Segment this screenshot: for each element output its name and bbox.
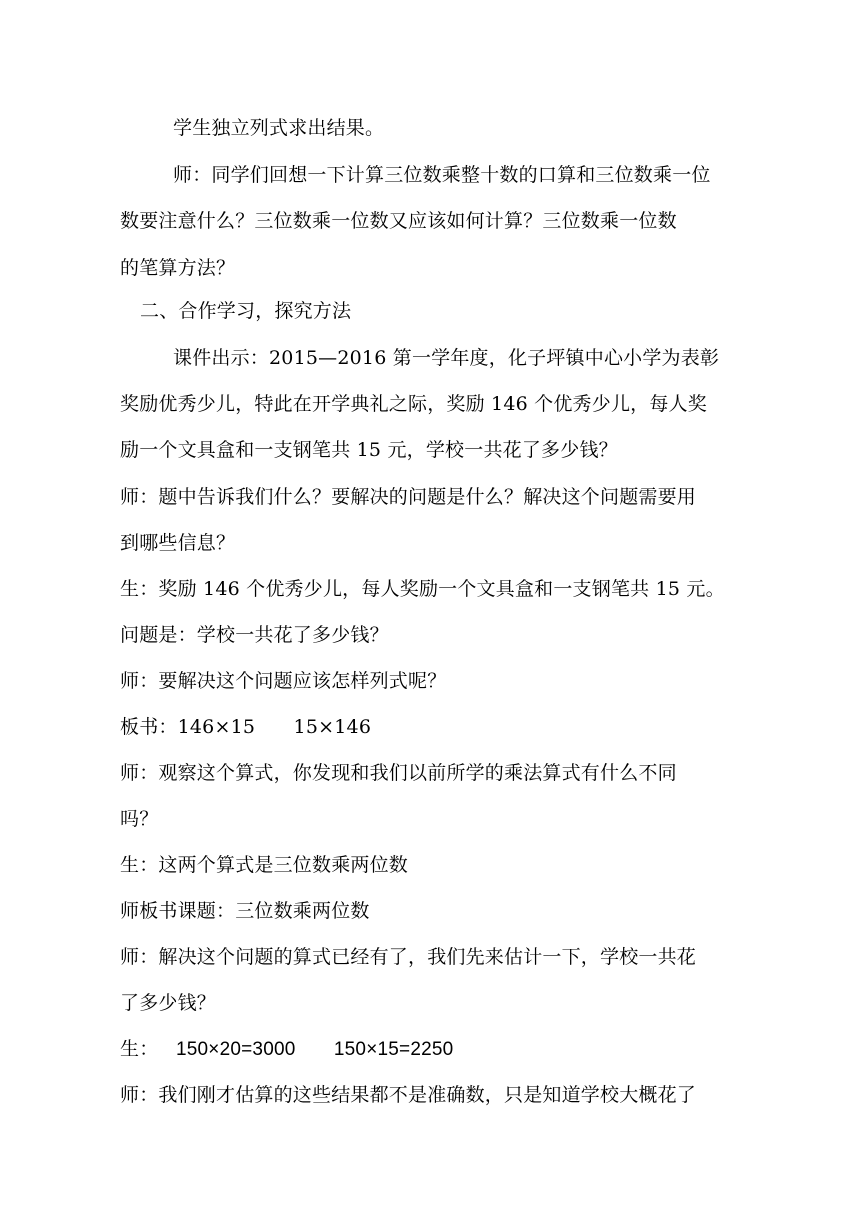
paragraph-line-2: 师：同学们回想一下计算三位数乘整十数的口算和三位数乘一位 <box>173 164 711 186</box>
paragraph-line-16: 吗？ <box>120 808 159 830</box>
paragraph-line-8: 励一个文具盒和一支钢笔共 15 元，学校一共花了多少钱？ <box>120 439 618 461</box>
paragraph-line-20: 了多少钱？ <box>120 992 217 1014</box>
paragraph-line-12: 问题是：学校一共花了多少钱？ <box>120 624 389 646</box>
paragraph-line-4: 的笔算方法？ <box>120 257 236 279</box>
paragraph-line-21-math <box>176 1036 836 1063</box>
estimate-expression: 150×20=3000 150×15=2250 <box>176 1039 454 1060</box>
paragraph-line-17: 生：这两个算式是三位数乘两位数 <box>120 854 409 876</box>
paragraph-line-6: 课件出示：2015—2016 第一学年度，化子坪镇中心小学为表彰 <box>173 347 720 369</box>
paragraph-line-19: 师：解决这个问题的算式已经有了，我们先来估计一下，学校一共花 <box>120 946 697 968</box>
paragraph-line-11: 生：奖励 146 个优秀少儿，每人奖励一个文具盒和一支钢笔共 15 元。 <box>120 578 725 600</box>
paragraph-line-18: 师板书课题：三位数乘两位数 <box>120 900 370 922</box>
paragraph-line-9: 师：题中告诉我们什么？要解决的问题是什么？解决这个问题需要用 <box>120 486 697 508</box>
paragraph-line-1: 学生独立列式求出结果。 <box>173 117 385 139</box>
paragraph-line-10: 到哪些信息？ <box>120 532 236 554</box>
paragraph-line-22: 师：我们刚才估算的这些结果都不是准确数，只是知道学校大概花了 <box>120 1084 697 1106</box>
paragraph-line-15: 师：观察这个算式，你发现和我们以前所学的乘法算式有什么不同 <box>120 762 677 784</box>
section-heading: 二、合作学习，探究方法 <box>140 300 352 322</box>
paragraph-line-3: 数要注意什么？三位数乘一位数又应该如何计算？三位数乘一位数 <box>120 210 677 232</box>
paragraph-line-21-label: 生： <box>120 1038 159 1060</box>
paragraph-line-13: 师：要解决这个问题应该怎样列式呢？ <box>120 670 447 692</box>
paragraph-line-14: 板书：146×15 15×146 <box>120 716 372 738</box>
paragraph-line-7: 奖励优秀少儿，特此在开学典礼之际，奖励 146 个优秀少儿，每人奖 <box>120 393 707 415</box>
